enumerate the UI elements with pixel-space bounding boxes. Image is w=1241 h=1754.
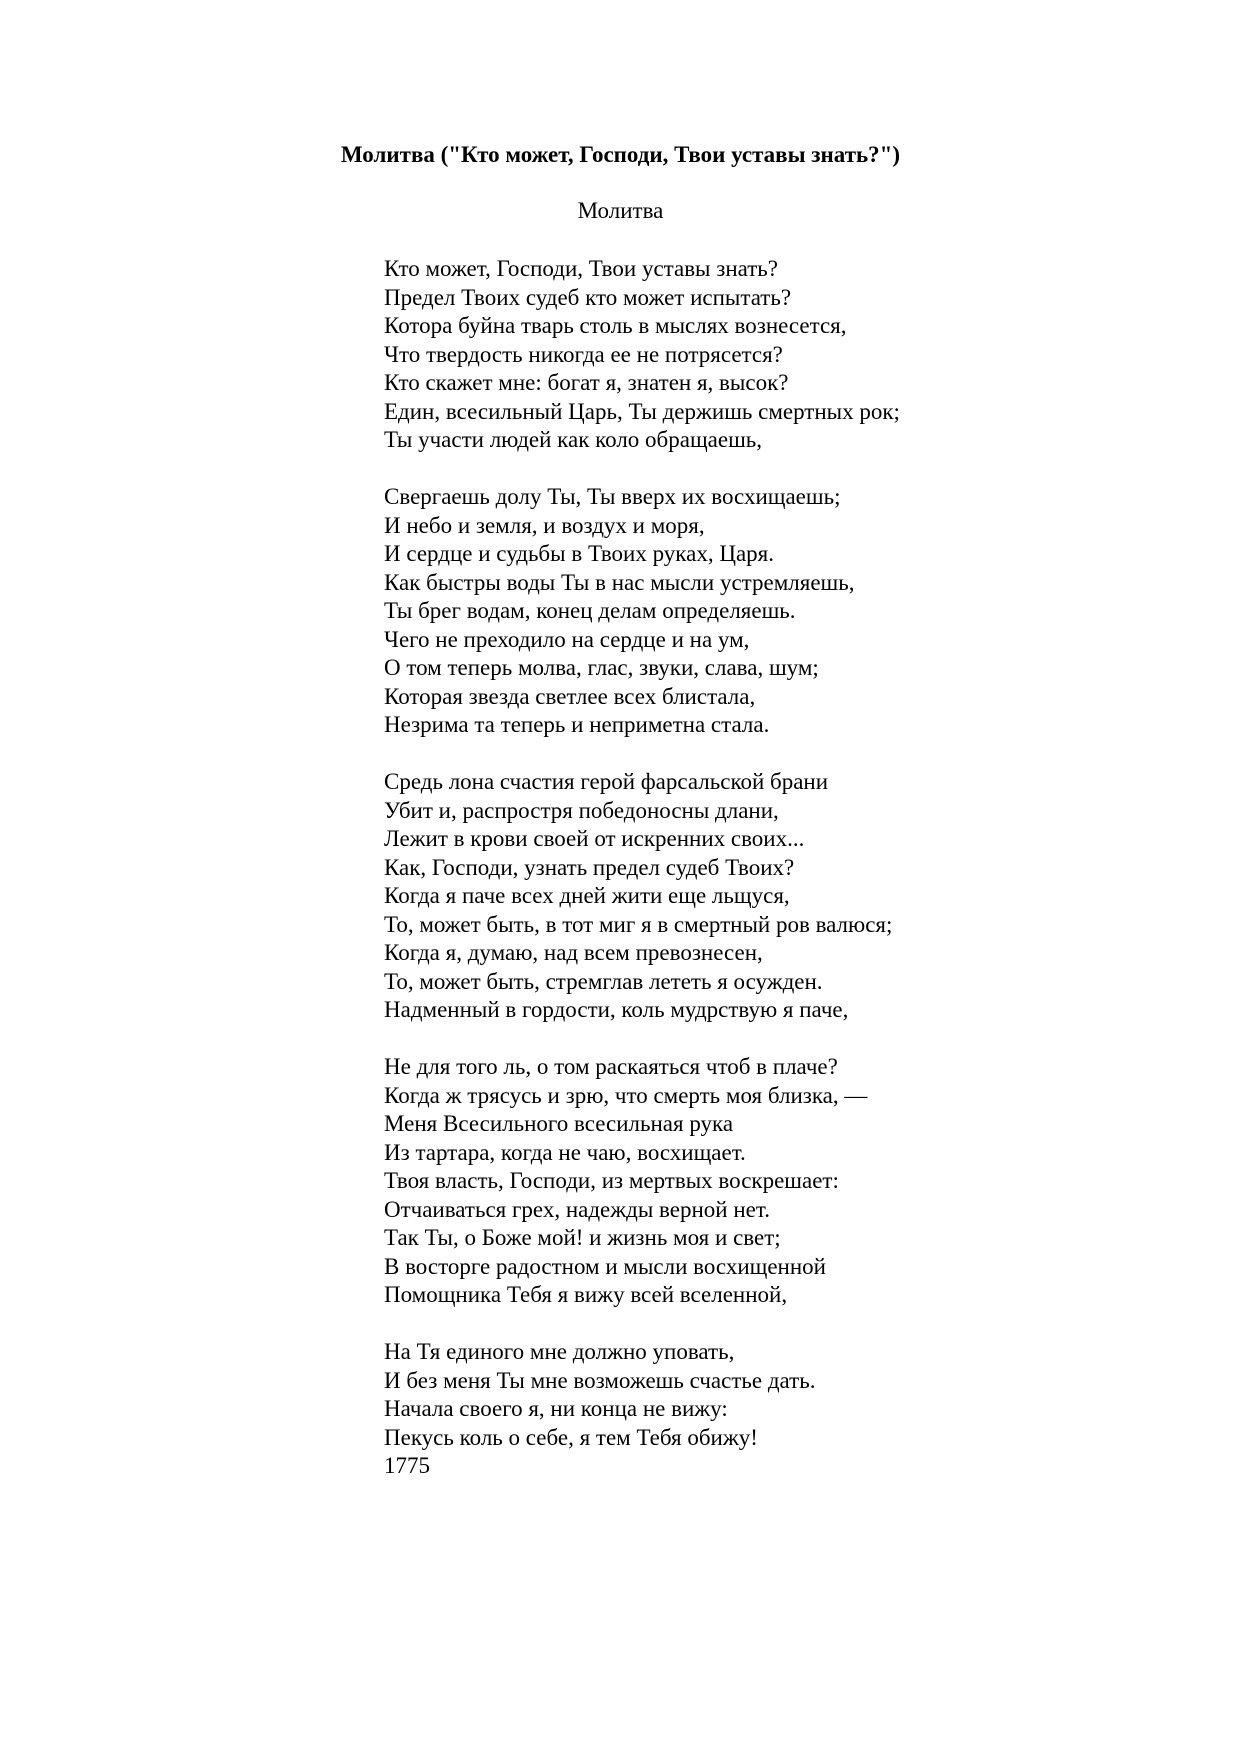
poem-line: Когда ж трясусь и зрю, что смерть моя близка, — bbox=[384, 1082, 868, 1108]
poem-line: Предел Твоих судеб кто может испытать? bbox=[384, 284, 792, 310]
poem-line: Ты брег водам, конец делам определяешь. bbox=[384, 598, 796, 623]
poem-line: Когда я паче всех дней жити еще льщуся, bbox=[384, 883, 790, 908]
poem-line: То, может быть, в тот миг я в смертный ров валюся; bbox=[384, 911, 893, 937]
poem-line: Что твердость никогда ее не потрясется? bbox=[384, 341, 783, 367]
poem-line: В восторге радостном и мысли восхищенной bbox=[384, 1253, 826, 1279]
stanza-2 bbox=[384, 483, 1184, 740]
poem-line: Помощника Тебя я вижу всей вселенной, bbox=[384, 1282, 788, 1307]
poem-line: То, может быть, стремглав лететь я осужден. bbox=[384, 968, 823, 994]
poem-line: Из тартара, когда не чаю, восхищает. bbox=[384, 1139, 746, 1165]
stanza-4 bbox=[384, 1053, 1184, 1310]
poem-line: Пекусь коль о себе, я тем Тебя обижу! bbox=[384, 1424, 758, 1450]
poem-line: О том теперь молва, глас, звуки, слава, шум; bbox=[384, 655, 819, 680]
stanza-1 bbox=[384, 255, 1184, 455]
poem-line: Когда я, думаю, над всем превознесен, bbox=[384, 940, 763, 965]
poem-line: Надменный в гордости, коль мудрствую я паче, bbox=[384, 997, 849, 1022]
poem-line: Меня Всесильного всесильная рука bbox=[384, 1111, 734, 1136]
poem-line: Кто скажет мне: богат я, знатен я, высок? bbox=[384, 370, 789, 395]
poem-line: Как, Господи, узнать предел судеб Твоих? bbox=[384, 854, 795, 880]
poem-line: И небо и земля, и воздух и моря, bbox=[384, 512, 705, 538]
poem-line: Которая звезда светлее всех блистала, bbox=[384, 683, 756, 709]
poem-line: Котора буйна тварь столь в мыслях вознесется, bbox=[384, 313, 847, 338]
poem-line: Ты участи людей как коло обращаешь, bbox=[384, 427, 763, 452]
poem-line: Отчаиваться грех, надежды верной нет. bbox=[384, 1196, 770, 1222]
poem-body bbox=[384, 255, 1184, 1481]
document-title: Молитва ("Кто может, Господи, Твои уставы знать?") bbox=[340, 142, 901, 167]
poem-line: Свергаешь долу Ты, Ты вверх их восхищаешь; bbox=[384, 484, 841, 509]
poem-line: Не для того ль, о том раскаяться чтоб в плаче? bbox=[384, 1054, 838, 1079]
poem-line: И без меня Ты мне возможешь счастье дать. bbox=[384, 1367, 816, 1393]
poem-line: Кто может, Господи, Твои уставы знать? bbox=[384, 256, 779, 281]
stanza-3 bbox=[384, 768, 1184, 1025]
poem-line: Как быстры воды Ты в нас мысли устремляешь, bbox=[384, 569, 855, 595]
poem-line: Начала своего я, ни конца не вижу: bbox=[384, 1396, 728, 1421]
poem-line: Чего не преходило на сердце и на ум, bbox=[384, 626, 750, 652]
poem-line: Незрима та теперь и неприметна стала. bbox=[384, 712, 770, 737]
poem-line: Так Ты, о Боже мой! и жизнь моя и свет; bbox=[384, 1225, 781, 1250]
stanza-5 bbox=[384, 1338, 1184, 1452]
poem-line: Убит и, распростря победоносны длани, bbox=[384, 797, 779, 823]
poem-line: Лежит в крови своей от искренних своих... bbox=[384, 826, 805, 851]
poem-title: Молитва bbox=[577, 198, 664, 223]
poem-line: Един, всесильный Царь, Ты держишь смертных рок; bbox=[384, 398, 900, 424]
poem-line: И сердце и судьбы в Твоих руках, Царя. bbox=[384, 541, 774, 566]
poem-line: Твоя власть, Господи, из мертвых воскрешает: bbox=[384, 1168, 839, 1193]
poem-line: Средь лона счастия герой фарсальской брани bbox=[384, 769, 829, 794]
poem-year: 1775 bbox=[384, 1453, 430, 1478]
poem-line: На Тя единого мне должно уповать, bbox=[384, 1339, 735, 1364]
